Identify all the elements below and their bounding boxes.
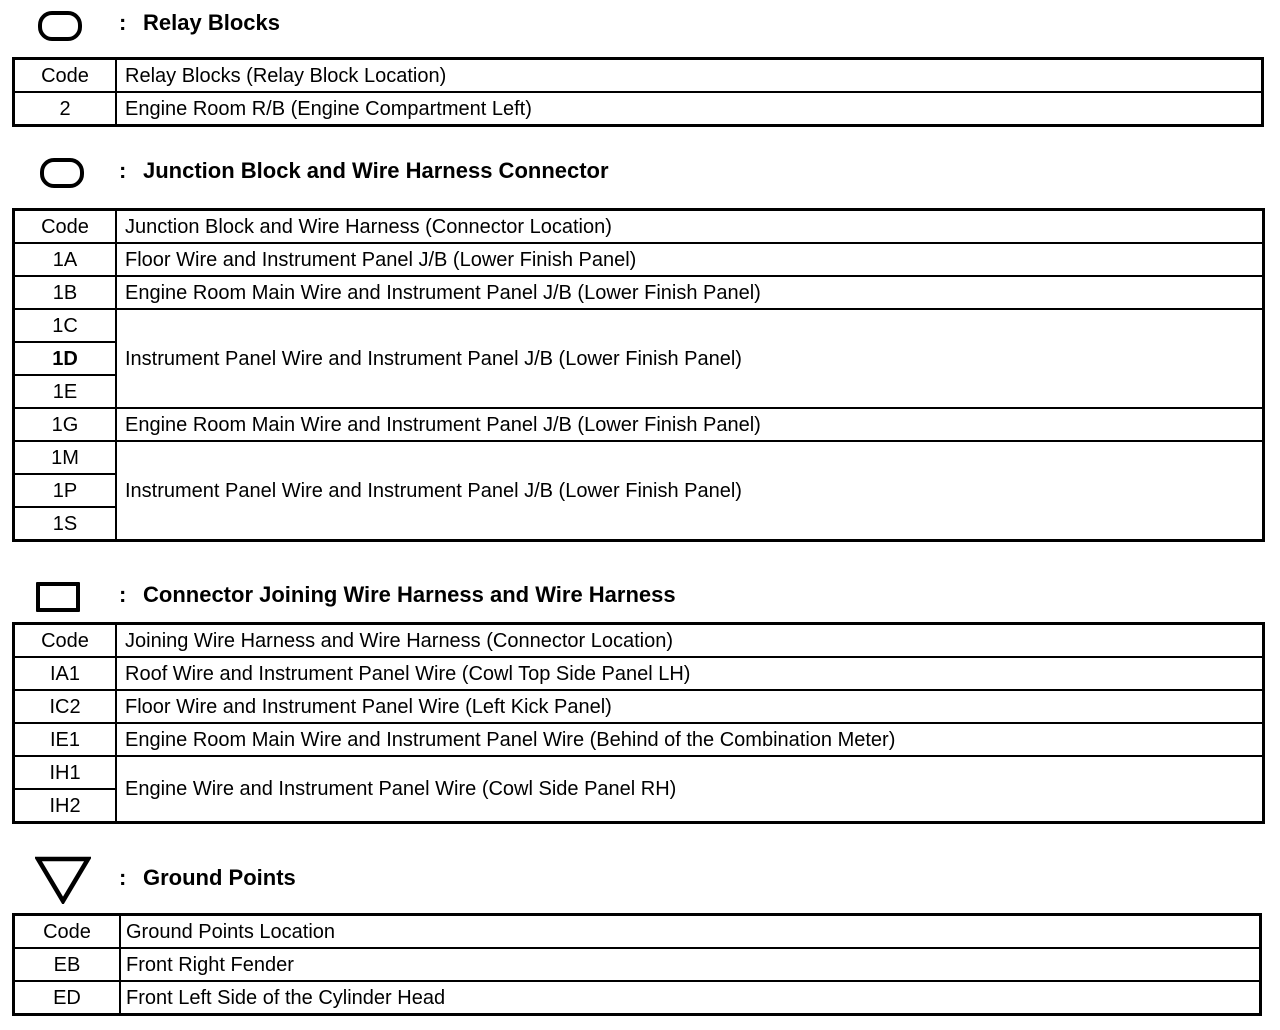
location-column-header: Ground Points Location [120, 915, 1261, 949]
heading-colon: : [119, 582, 127, 607]
location-cell: Instrument Panel Wire and Instrument Panel J/B (Lower Finish Panel) [116, 441, 1264, 541]
ground-points-table [12, 913, 1262, 1016]
code-cell: 1D [14, 342, 117, 375]
location-column-header: Relay Blocks (Relay Block Location) [116, 59, 1263, 93]
location-column-header: Joining Wire Harness and Wire Harness (Connector Location) [116, 624, 1264, 658]
code-column-header: Code [14, 59, 117, 93]
code-cell: IE1 [14, 723, 117, 756]
rounded-rectangle-outline-icon [40, 158, 84, 188]
code-column-header: Code [14, 915, 121, 949]
down-triangle-outline-icon [35, 856, 91, 904]
table-row [14, 92, 1263, 126]
code-cell: 1P [14, 474, 117, 507]
section-ground-points-heading [0, 853, 1280, 909]
code-cell: IA1 [14, 657, 117, 690]
location-cell: Floor Wire and Instrument Panel Wire (Left Kick Panel) [116, 690, 1264, 723]
table-header-row [14, 624, 1264, 658]
table-row [14, 441, 1264, 474]
heading-colon: : [119, 865, 127, 890]
location-cell: Engine Room R/B (Engine Compartment Left) [116, 92, 1263, 126]
connector-joining-table [12, 622, 1265, 824]
junction-block-table [12, 208, 1265, 542]
table-row [14, 309, 1264, 342]
table-row [14, 690, 1264, 723]
table-row [14, 243, 1264, 276]
code-cell: IC2 [14, 690, 117, 723]
table-header-row [14, 59, 1263, 93]
location-cell: Engine Room Main Wire and Instrument Panel J/B (Lower Finish Panel) [116, 408, 1264, 441]
rectangle-outline-icon [36, 582, 80, 612]
code-cell: IH2 [14, 789, 117, 823]
section-title: Relay Blocks [143, 10, 280, 35]
table-row [14, 723, 1264, 756]
code-cell: 1E [14, 375, 117, 408]
location-cell: Front Right Fender [120, 948, 1261, 981]
table-row [14, 981, 1261, 1015]
table-row [14, 276, 1264, 309]
section-connector-joining-heading [0, 570, 1280, 620]
location-cell: Engine Room Main Wire and Instrument Panel Wire (Behind of the Combination Meter) [116, 723, 1264, 756]
table-row [14, 408, 1264, 441]
table-row [14, 948, 1261, 981]
table-header-row [14, 915, 1261, 949]
section-junction-block-heading [0, 148, 1280, 198]
section-title: Ground Points [143, 865, 296, 890]
code-cell: EB [14, 948, 121, 981]
section-title: Junction Block and Wire Harness Connector [143, 158, 609, 183]
code-column-header: Code [14, 210, 117, 244]
code-cell: 1C [14, 309, 117, 342]
table-row [14, 657, 1264, 690]
location-cell: Engine Wire and Instrument Panel Wire (Cowl Side Panel RH) [116, 756, 1264, 823]
code-cell: 2 [14, 92, 117, 126]
code-cell: 1A [14, 243, 117, 276]
location-cell: Roof Wire and Instrument Panel Wire (Cowl Top Side Panel LH) [116, 657, 1264, 690]
heading-colon: : [119, 10, 127, 35]
code-cell: 1S [14, 507, 117, 541]
location-cell: Engine Room Main Wire and Instrument Panel J/B (Lower Finish Panel) [116, 276, 1264, 309]
location-cell: Instrument Panel Wire and Instrument Panel J/B (Lower Finish Panel) [116, 309, 1264, 408]
code-cell: 1B [14, 276, 117, 309]
table-header-row [14, 210, 1264, 244]
location-column-header: Junction Block and Wire Harness (Connector Location) [116, 210, 1264, 244]
code-cell: 1G [14, 408, 117, 441]
location-cell: Floor Wire and Instrument Panel J/B (Lower Finish Panel) [116, 243, 1264, 276]
code-cell: IH1 [14, 756, 117, 789]
code-cell: ED [14, 981, 121, 1015]
rounded-rectangle-outline-icon [38, 11, 82, 41]
code-cell: 1M [14, 441, 117, 474]
relay-blocks-table [12, 57, 1264, 127]
section-relay-blocks-heading [0, 0, 1280, 50]
section-title: Connector Joining Wire Harness and Wire Harness [143, 582, 676, 607]
location-cell: Front Left Side of the Cylinder Head [120, 981, 1261, 1015]
heading-colon: : [119, 158, 127, 183]
table-row [14, 756, 1264, 789]
code-column-header: Code [14, 624, 117, 658]
